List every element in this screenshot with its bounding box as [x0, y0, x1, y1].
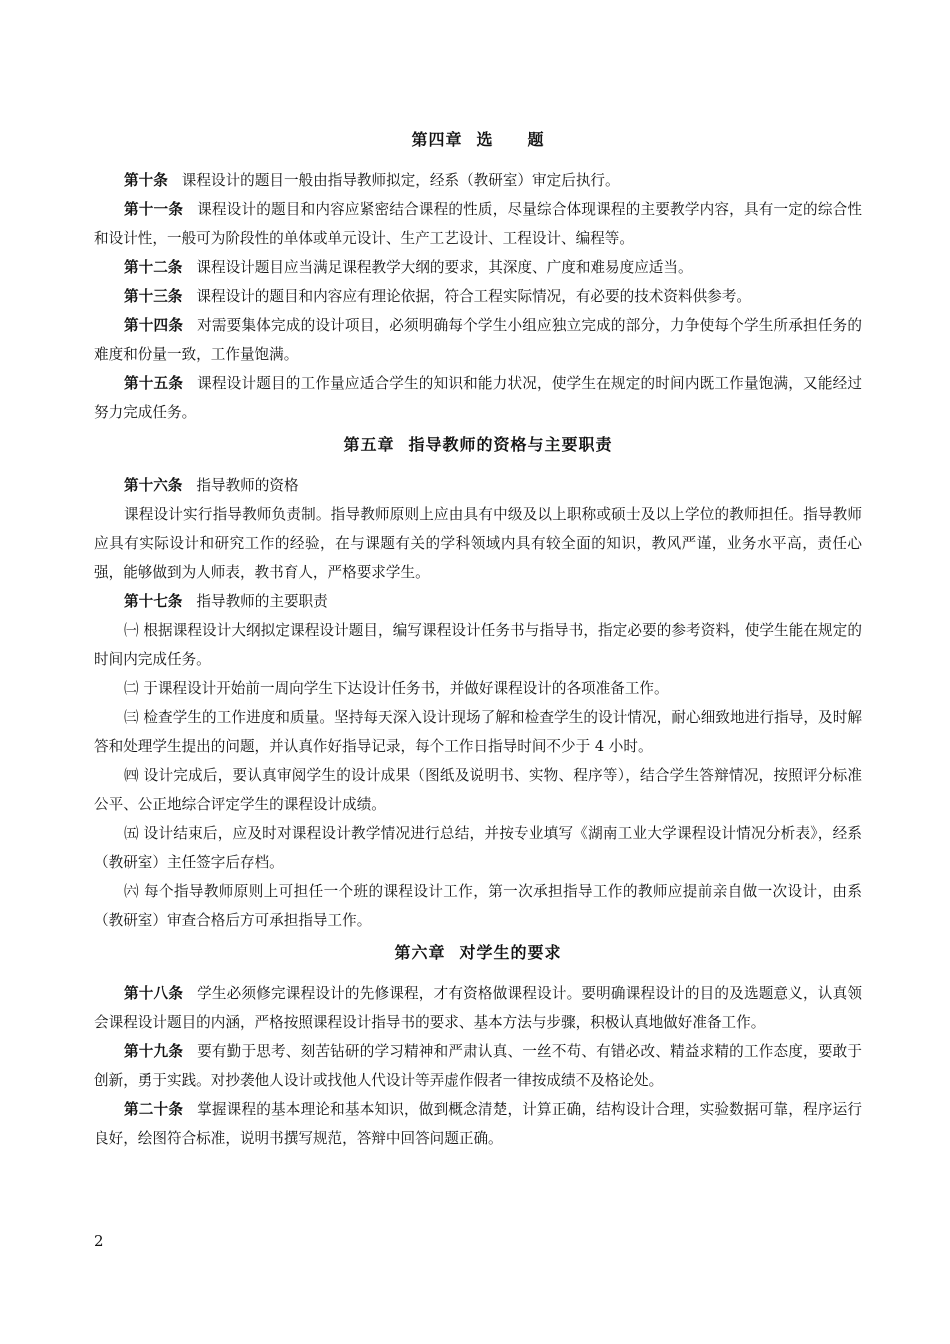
chapter-heading-6 [94, 941, 862, 965]
article-text: 课程设计的题目和内容应紧密结合课程的性质，尽量综合体现课程的主要教学内容，具有一定的综合性和设计性，一般可为阶段性的单体或单元设计、生产工艺设计、工程设计、编程等。 [94, 201, 862, 247]
chapter-number: 第五章 [343, 435, 395, 454]
article-10 [94, 166, 862, 195]
article-text: 指导教师的资格 [196, 477, 299, 494]
article-13 [94, 282, 862, 311]
article-label: 第十一条 [124, 201, 184, 218]
chapter-number: 第四章 [411, 130, 463, 149]
article-text: 课程设计的题目和内容应有理论依据，符合工程实际情况，有必要的技术资料供参考。 [196, 288, 751, 305]
article-label: 第十五条 [124, 375, 184, 392]
article-text: 课程设计的题目一般由指导教师拟定，经系（教研室）审定后执行。 [181, 172, 620, 189]
chapter-title: 指导教师的资格与主要职责 [408, 435, 613, 454]
duty-item: ㈣ 设计完成后，要认真审阅学生的设计成果（图纸及说明书、实物、程序等），结合学生答辩情况，按照评分标准公平、公正地综合评定学生的课程设计成绩。 [94, 767, 862, 813]
article-text: 课程设计题目应当满足课程教学大纲的要求，其深度、广度和难易度应适当。 [196, 259, 693, 276]
article-label: 第十二条 [124, 259, 183, 276]
duty-item: ㈠ 根据课程设计大纲拟定课程设计题目，编写课程设计任务书与指导书，指定必要的参考资料，使学生能在规定的时间内完成任务。 [94, 622, 862, 668]
article-label: 第十八条 [124, 985, 184, 1002]
article-text: 掌握课程的基本理论和基本知识，做到概念清楚，计算正确，结构设计合理，实验数据可靠，程序运行良好，绘图符合标准，说明书撰写规范，答辩中回答问题正确。 [94, 1101, 862, 1147]
document-page [94, 128, 862, 1153]
article-text: 课程设计题目的工作量应适合学生的知识和能力状况，使学生在规定的时间内既工作量饱满，又能经过努力完成任务。 [94, 375, 862, 421]
page-number: 2 [94, 1232, 104, 1250]
article-label: 第十九条 [124, 1043, 184, 1060]
duty-item: ㈤ 设计结束后，应及时对课程设计教学情况进行总结，并按专业填写《湖南工业大学课程设计情况分析表》，经系（教研室）主任签字后存档。 [94, 825, 862, 871]
article-label: 第十七条 [124, 593, 183, 610]
article-label: 第十四条 [124, 317, 184, 334]
duty-item: ㈢ 检查学生的工作进度和质量。坚持每天深入设计现场了解和检查学生的设计情况，耐心细致地进行指导，及时解答和处理学生提出的问题，并认真作好指导记录，每个工作日指导时间不少于 4 小时。 [94, 709, 862, 755]
article-18 [94, 979, 862, 1037]
article-text: 学生必须修完课程设计的先修课程，才有资格做课程设计。要明确课程设计的目的及选题意义，认真领会课程设计题目的内涵，严格按照课程设计指导书的要求、基本方法与步骤，积极认真地做好准备工作。 [94, 985, 862, 1031]
chapter-heading-5 [94, 433, 862, 457]
article-16-body: 课程设计实行指导教师负责制。指导教师原则上应由具有中级及以上职称或硕士及以上学位的教师担任。指导教师应具有实际设计和研究工作的经验，在与课题有关的学科领域内具有较全面的知识，教风严谨，业务水平高，责任心强，能够做到为人师表，教书育人，严格要求学生。 [94, 506, 862, 581]
article-16 [94, 471, 862, 500]
chapter-number: 第六章 [394, 943, 446, 962]
chapter-heading-4 [94, 128, 862, 152]
article-19 [94, 1037, 862, 1095]
article-text: 指导教师的主要职责 [196, 593, 328, 610]
article-label: 第二十条 [124, 1101, 184, 1118]
article-20 [94, 1095, 862, 1153]
duty-item: ㈥ 每个指导教师原则上可担任一个班的课程设计工作，第一次承担指导工作的教师应提前亲自做一次设计，由系（教研室）审查合格后方可承担指导工作。 [94, 883, 862, 929]
article-label: 第十条 [124, 172, 168, 189]
article-text: 对需要集体完成的设计项目，必须明确每个学生小组应独立完成的部分，力争使每个学生所承担任务的难度和份量一致，工作量饱满。 [94, 317, 862, 363]
chapter-title: 对学生的要求 [459, 943, 562, 962]
article-17 [94, 587, 862, 616]
article-label: 第十三条 [124, 288, 183, 305]
article-text: 要有勤于思考、刻苦钻研的学习精神和严肃认真、一丝不苟、有错必改、精益求精的工作态度，要敢于创新，勇于实践。对抄袭他人设计或找他人代设计等弄虚作假者一律按成绩不及格论处。 [94, 1043, 862, 1089]
article-11 [94, 195, 862, 253]
chapter-title: 选 题 [476, 130, 545, 149]
article-15 [94, 369, 862, 427]
duty-item: ㈡ 于课程设计开始前一周向学生下达设计任务书，并做好课程设计的各项准备工作。 [124, 680, 669, 697]
article-label: 第十六条 [124, 477, 183, 494]
article-14 [94, 311, 862, 369]
article-12 [94, 253, 862, 282]
